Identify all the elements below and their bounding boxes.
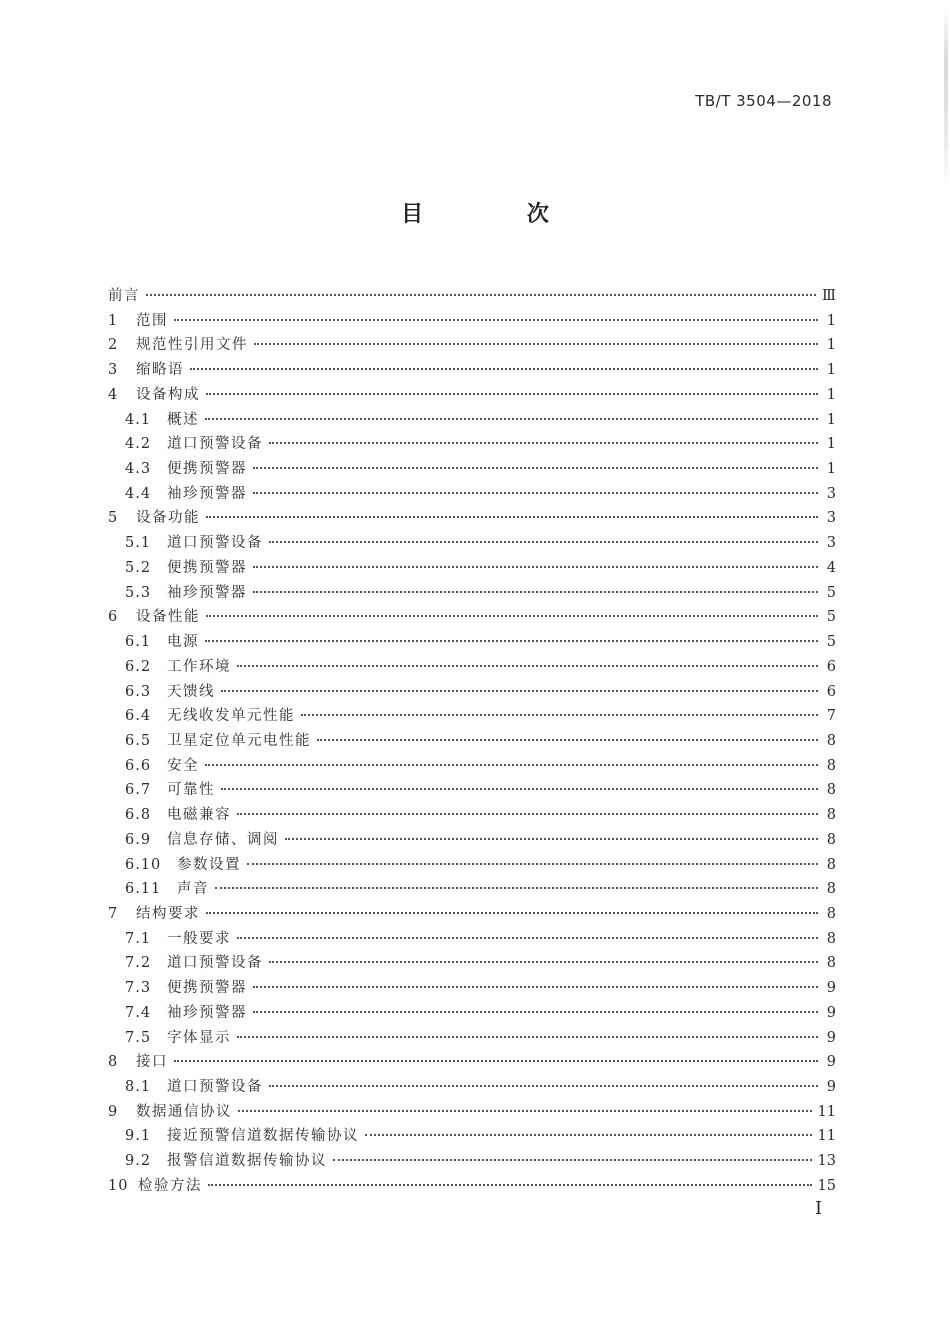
dot-leader <box>190 367 818 370</box>
toc-entry[interactable] <box>108 927 836 952</box>
toc-entry-page: 11 <box>817 1128 836 1145</box>
dot-leader <box>238 1109 812 1112</box>
toc-entry-label: 道口预警设备 <box>167 535 263 552</box>
toc-entry-label: 袖珍预警器 <box>167 584 247 601</box>
dot-leader <box>174 1059 818 1062</box>
toc-entry-label: 道口预警设备 <box>167 955 263 972</box>
toc-entry-page: 1 <box>826 411 836 428</box>
toc-entry-page: 1 <box>826 312 836 329</box>
toc-entry-number: 10 <box>108 1177 129 1194</box>
toc-entry-label: 电磁兼容 <box>167 807 231 824</box>
dot-leader <box>206 614 818 617</box>
dot-leader <box>253 985 818 988</box>
toc-entry-page: 3 <box>826 485 836 502</box>
toc-entry-page: 3 <box>826 535 836 552</box>
toc-entry-number: 6.2 <box>125 658 152 675</box>
toc-entry-number: 2 <box>108 337 119 354</box>
toc-entry-page: 8 <box>826 807 836 824</box>
toc-entry-page: 9 <box>826 1079 836 1095</box>
toc-entry[interactable] <box>108 754 836 779</box>
dot-leader <box>285 837 818 840</box>
document-code: TB/T 3504—2018 <box>695 92 832 110</box>
toc-entry[interactable] <box>108 853 836 878</box>
toc-entry-label: 范围 <box>136 312 168 329</box>
toc-entry-label: 声音 <box>177 881 209 898</box>
toc-entry-number: 6.6 <box>125 757 152 774</box>
toc-entry-number: 5.1 <box>125 535 152 552</box>
toc-entry-number: 6.7 <box>125 782 152 799</box>
toc-entry-page: 1 <box>826 337 836 354</box>
dot-leader <box>237 812 818 815</box>
toc-entry[interactable] <box>108 581 836 606</box>
toc-entry-page: 9 <box>826 980 836 997</box>
toc-entry[interactable] <box>108 704 836 729</box>
toc-entry-label: 接近预警信道数据传输协议 <box>167 1128 359 1145</box>
toc-entry-number: 6.1 <box>125 634 152 651</box>
toc-entry-number: 9 <box>108 1103 119 1120</box>
toc-entry[interactable] <box>108 309 836 334</box>
toc-entry[interactable] <box>108 358 836 383</box>
dot-leader <box>205 763 818 766</box>
toc-entry[interactable] <box>108 828 836 853</box>
toc-entry[interactable] <box>108 630 836 655</box>
toc-entry[interactable] <box>108 432 836 457</box>
toc-entry-label: 安全 <box>167 757 199 774</box>
dot-leader <box>269 540 818 543</box>
toc-entry-number: 4.4 <box>125 485 152 502</box>
dot-leader <box>269 441 818 444</box>
toc-entry-page: 8 <box>826 782 836 799</box>
toc-entry-label: 参数设置 <box>177 856 241 873</box>
toc-entry[interactable] <box>108 284 836 309</box>
toc-entry-number: 3 <box>108 362 119 379</box>
dot-leader <box>365 1133 812 1136</box>
toc-entry-page: 5 <box>826 584 836 601</box>
toc-entry-number: 8 <box>108 1054 119 1071</box>
toc-entry[interactable] <box>108 1075 836 1100</box>
toc-entry-page: 5 <box>826 609 836 626</box>
toc-entry-number: 6.3 <box>125 683 152 700</box>
toc-entry-number: 9.1 <box>125 1128 152 1145</box>
toc-entry-page: 8 <box>826 881 836 898</box>
toc-entry-label: 报警信道数据传输协议 <box>167 1153 327 1170</box>
toc-entry[interactable] <box>108 1026 836 1051</box>
dot-leader <box>269 960 818 963</box>
toc-entry-number: 4.3 <box>125 461 152 478</box>
toc-entry-number: 7.5 <box>125 1029 152 1046</box>
toc-entry-label: 一般要求 <box>167 930 231 947</box>
toc-entry-number: 6.11 <box>125 881 162 898</box>
toc-entry-number: 4 <box>108 386 119 403</box>
toc-entry[interactable] <box>108 803 836 828</box>
toc-entry-label: 工作环境 <box>167 658 231 675</box>
toc-entry-label: 便携预警器 <box>167 980 247 997</box>
toc-entry-page: 6 <box>826 683 836 700</box>
toc-entry[interactable] <box>108 506 836 531</box>
toc-entry-label: 电源 <box>167 634 199 651</box>
toc-entry-page: 13 <box>817 1153 836 1170</box>
page-number: I <box>815 1198 823 1219</box>
toc-entry-number: 9.2 <box>125 1153 152 1170</box>
toc-entry[interactable] <box>108 1001 836 1026</box>
dot-leader <box>206 515 818 518</box>
toc-entry-label: 天馈线 <box>167 683 215 700</box>
toc-entry-page: 6 <box>826 658 836 675</box>
toc-entry-label: 信息存储、调阅 <box>167 831 279 848</box>
dot-leader <box>237 1035 818 1038</box>
toc-entry[interactable] <box>108 556 836 581</box>
toc-entry-page: 8 <box>826 955 836 972</box>
toc-entry[interactable] <box>108 1124 836 1149</box>
toc-entry-page: 8 <box>826 905 836 922</box>
toc-entry[interactable] <box>108 729 836 754</box>
toc-entry-label: 接口 <box>136 1054 168 1071</box>
toc-entry-number: 7.4 <box>125 1004 152 1021</box>
toc-entry-page: 1 <box>826 461 836 478</box>
dot-leader <box>333 1158 812 1161</box>
toc-entry[interactable] <box>108 1050 836 1075</box>
toc-entry[interactable] <box>108 1100 836 1125</box>
toc-entry-label: 字体显示 <box>167 1029 231 1046</box>
dot-leader <box>254 342 818 345</box>
toc-entry[interactable] <box>108 680 836 705</box>
dot-leader <box>221 689 818 692</box>
toc-entry[interactable] <box>108 457 836 482</box>
toc-entry[interactable] <box>108 333 836 358</box>
toc-entry-label: 规范性引用文件 <box>136 337 248 354</box>
toc-entry-page: Ⅲ <box>822 288 836 304</box>
toc-entry-number: 6.10 <box>125 856 162 873</box>
toc-entry-label: 无线收发单元性能 <box>167 708 295 725</box>
toc-entry-page: 9 <box>826 1029 836 1046</box>
toc-entry-label: 袖珍预警器 <box>167 1004 247 1021</box>
dot-leader <box>237 936 818 939</box>
dot-leader <box>253 466 818 469</box>
toc-entry-label: 可靠性 <box>167 782 215 799</box>
toc-entry-number: 5.3 <box>125 584 152 601</box>
toc-entry-label: 袖珍预警器 <box>167 485 247 502</box>
toc-entry-page: 7 <box>826 708 836 725</box>
dot-leader <box>221 787 818 790</box>
toc-entry-label: 卫星定位单元电性能 <box>167 732 311 749</box>
scan-edge-mark <box>944 8 948 188</box>
dot-leader <box>237 664 818 667</box>
toc-entry[interactable] <box>108 605 836 630</box>
dot-leader <box>208 1183 812 1186</box>
dot-leader <box>317 738 818 741</box>
toc-entry[interactable] <box>108 1149 836 1174</box>
toc-entry-number: 8.1 <box>125 1079 152 1095</box>
toc-entry-label: 设备构成 <box>136 386 200 403</box>
dot-leader <box>253 491 818 494</box>
toc-entry[interactable] <box>108 976 836 1001</box>
toc-entry-number: 5.2 <box>125 559 152 576</box>
toc-entry-number: 6.9 <box>125 831 152 848</box>
toc-entry-page: 11 <box>817 1103 836 1120</box>
toc-entry[interactable] <box>108 902 836 927</box>
toc-entry-number: 1 <box>108 312 119 329</box>
dot-leader <box>174 318 818 321</box>
dot-leader <box>215 886 818 889</box>
toc-entry-page: 8 <box>826 856 836 873</box>
toc-entry[interactable] <box>108 877 836 902</box>
table-of-contents <box>108 284 836 1199</box>
toc-entry-label: 前言 <box>108 288 140 304</box>
toc-entry[interactable] <box>108 951 836 976</box>
dot-leader <box>301 713 818 716</box>
toc-entry-label: 检验方法 <box>138 1177 202 1194</box>
dot-leader <box>247 862 818 865</box>
toc-entry-page: 3 <box>826 510 836 527</box>
page-title: 目 次 <box>401 202 597 227</box>
toc-entry-number: 6 <box>108 609 119 626</box>
toc-entry-number: 4.2 <box>125 436 152 453</box>
dot-leader <box>253 1010 818 1013</box>
toc-entry-page: 8 <box>826 831 836 848</box>
toc-entry-number: 7 <box>108 905 119 922</box>
dot-leader <box>253 590 818 593</box>
toc-entry-number: 7.1 <box>125 930 152 947</box>
toc-entry-number: 7.2 <box>125 955 152 972</box>
toc-entry[interactable] <box>108 482 836 507</box>
toc-entry-label: 数据通信协议 <box>136 1103 232 1120</box>
toc-entry-label: 道口预警设备 <box>167 436 263 453</box>
toc-entry-number: 7.3 <box>125 980 152 997</box>
toc-entry[interactable] <box>108 1174 836 1199</box>
toc-entry-number: 6.5 <box>125 732 152 749</box>
toc-entry-number: 5 <box>108 510 119 527</box>
dot-leader <box>206 911 818 914</box>
toc-entry-page: 8 <box>826 732 836 749</box>
dot-leader <box>269 1084 818 1087</box>
toc-entry-label: 设备性能 <box>136 609 200 626</box>
toc-entry-page: 9 <box>826 1054 836 1071</box>
toc-entry-page: 9 <box>826 1004 836 1021</box>
toc-entry-label: 结构要求 <box>136 905 200 922</box>
toc-entry-label: 设备功能 <box>136 510 200 527</box>
toc-entry-number: 6.4 <box>125 708 152 725</box>
toc-entry-page: 8 <box>826 930 836 947</box>
toc-entry-label: 便携预警器 <box>167 461 247 478</box>
toc-entry-page: 5 <box>826 634 836 651</box>
dot-leader <box>206 392 818 395</box>
toc-entry[interactable] <box>108 778 836 803</box>
toc-entry-page: 8 <box>826 757 836 774</box>
toc-entry[interactable] <box>108 655 836 680</box>
toc-entry-page: 4 <box>826 559 836 576</box>
dot-leader <box>253 565 818 568</box>
toc-entry[interactable] <box>108 383 836 408</box>
toc-entry-page: 1 <box>826 362 836 379</box>
toc-entry[interactable] <box>108 531 836 556</box>
toc-entry-label: 概述 <box>167 411 199 428</box>
dot-leader <box>205 417 818 420</box>
toc-entry-page: 15 <box>817 1177 836 1194</box>
toc-entry-number: 6.8 <box>125 807 152 824</box>
dot-leader <box>146 293 816 296</box>
toc-entry[interactable] <box>108 408 836 433</box>
toc-entry-page: 1 <box>826 386 836 403</box>
toc-entry-label: 道口预警设备 <box>167 1079 263 1095</box>
toc-entry-number: 4.1 <box>125 411 152 428</box>
toc-entry-page: 1 <box>826 436 836 453</box>
dot-leader <box>205 639 818 642</box>
toc-entry-label: 便携预警器 <box>167 559 247 576</box>
toc-entry-label: 缩略语 <box>136 362 184 379</box>
